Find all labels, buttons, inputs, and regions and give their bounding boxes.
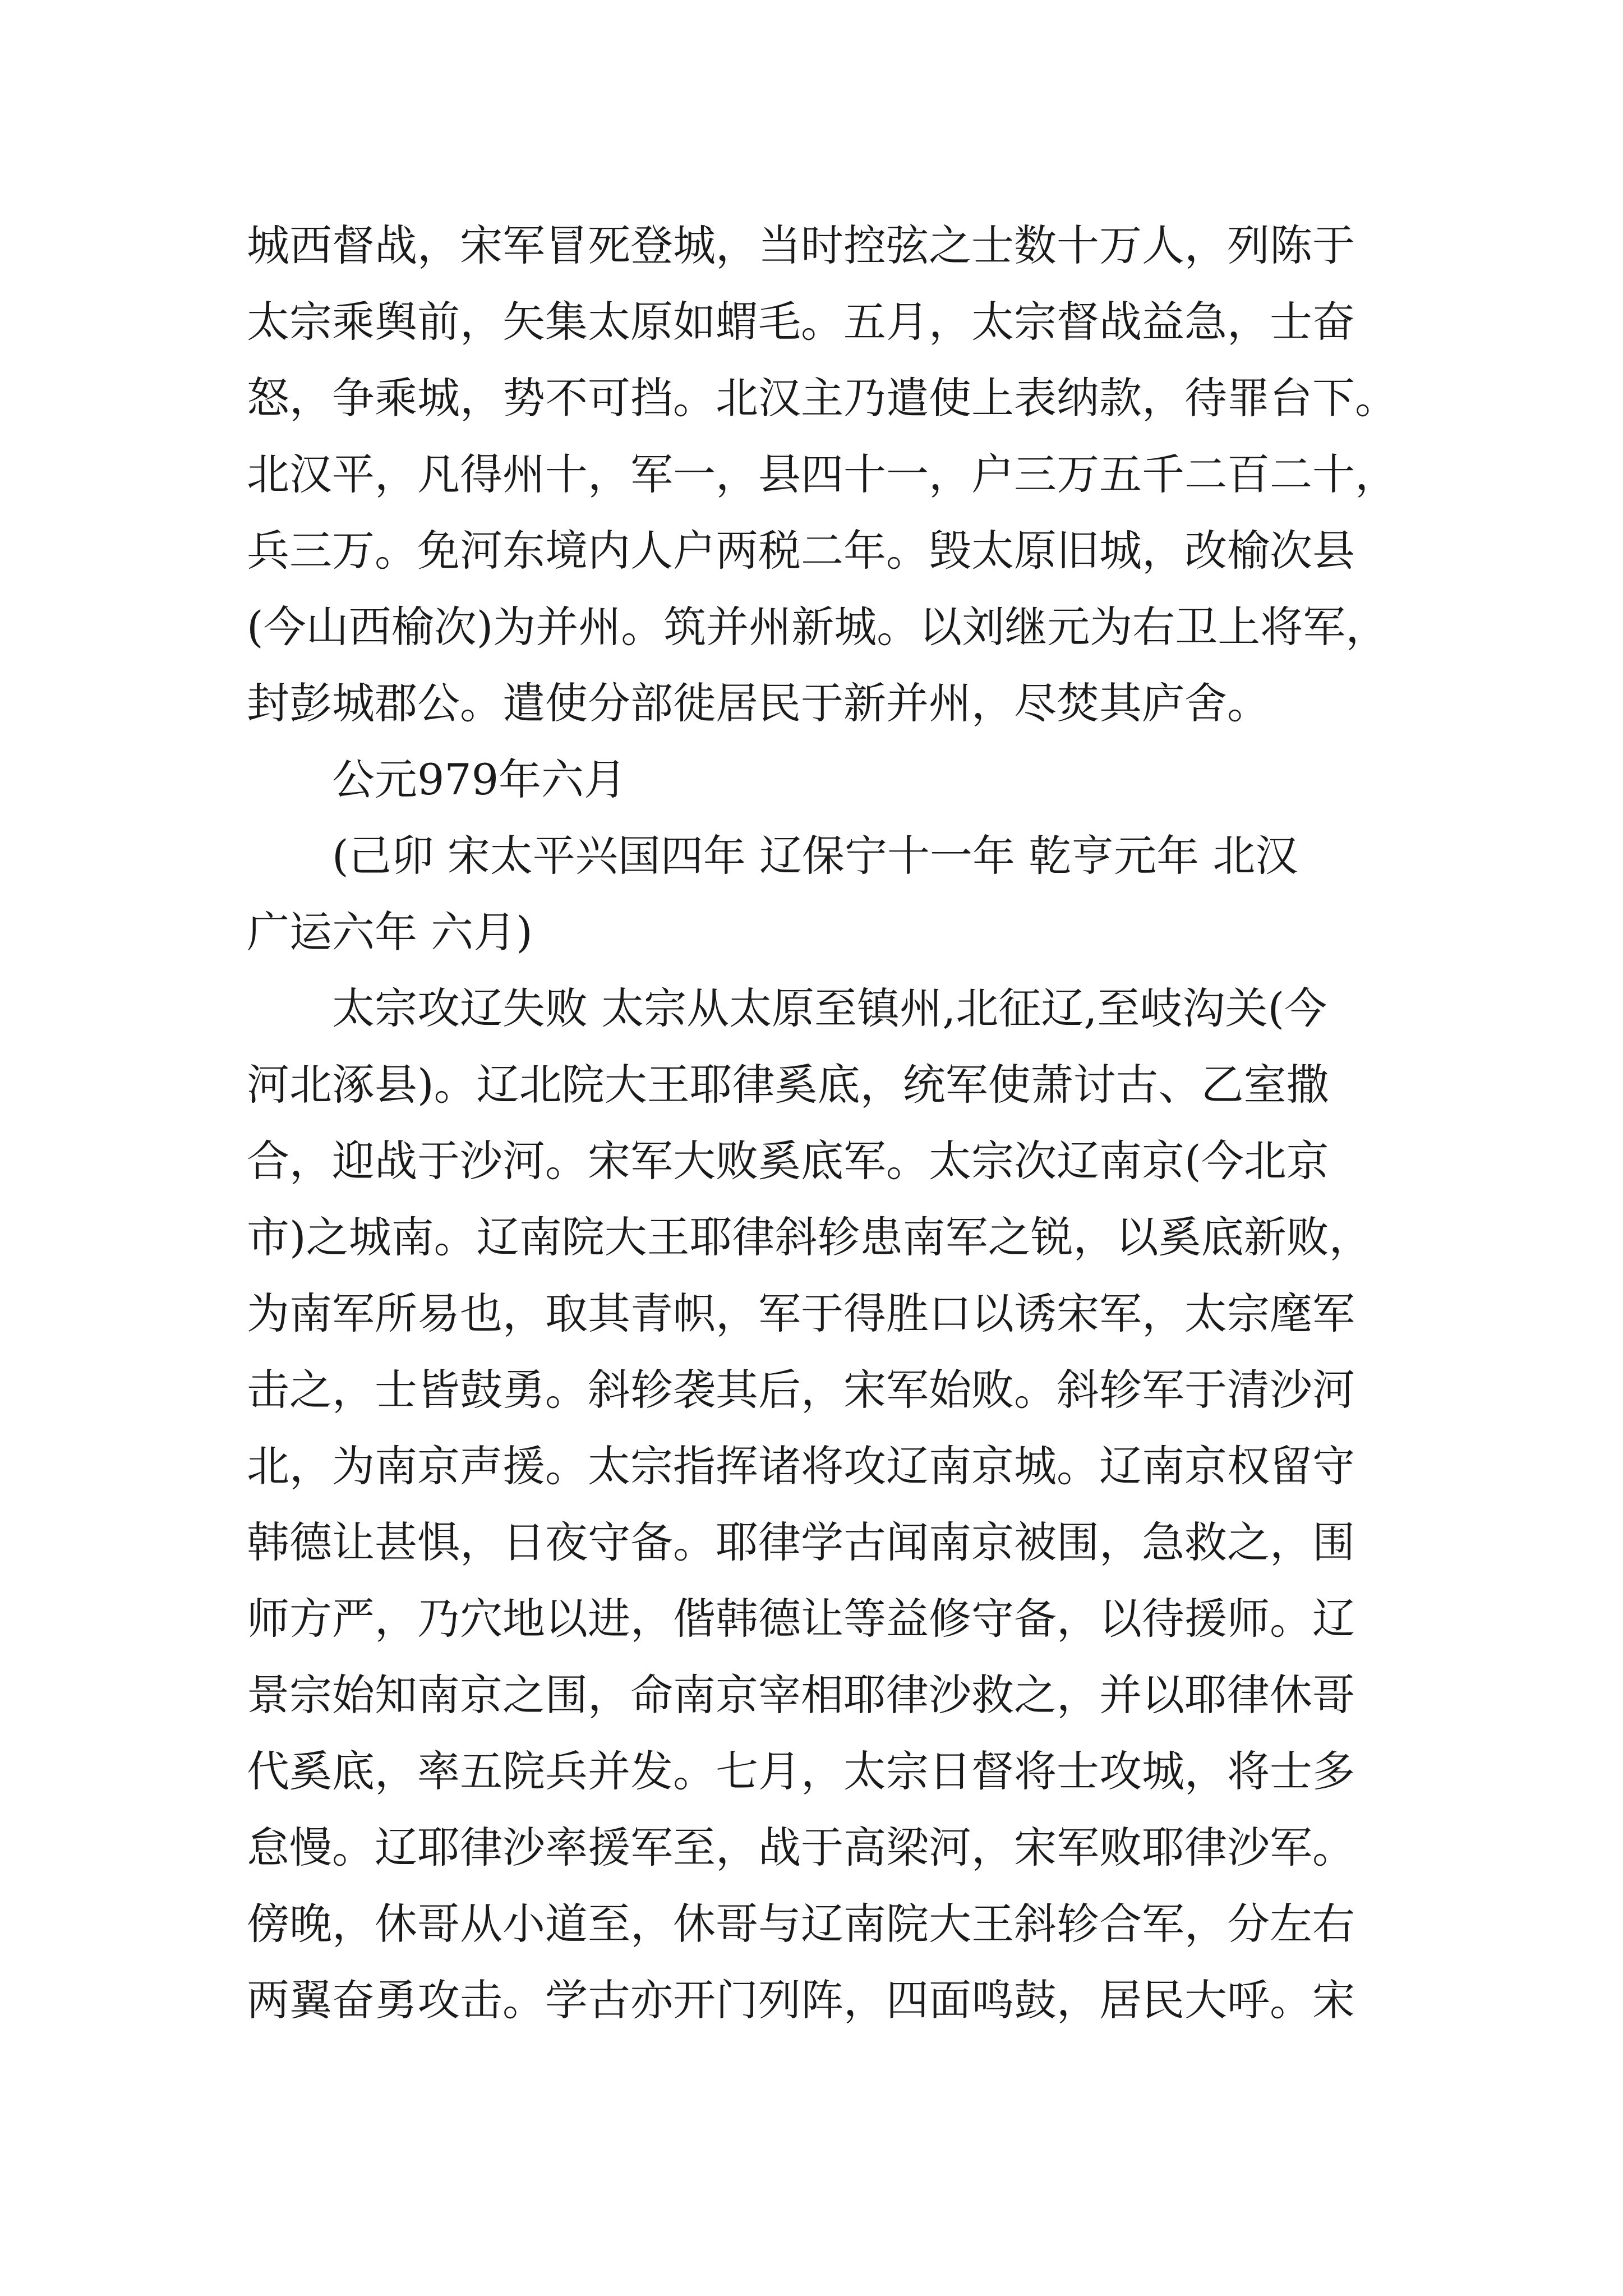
text-line: 合，迎战于沙河。宋军大败奚底军。太宗次辽南京(今北京	[247, 1136, 1329, 1186]
text-line: 兵三万。免河东境内人户两税二年。毁太原旧城，改榆次县	[247, 526, 1355, 576]
text-line: 师方严，乃穴地以进，偕韩德让等益修守备，以待援师。辽	[247, 1594, 1355, 1644]
text-line: 两翼奋勇攻击。学古亦开门列阵，四面鸣鼓，居民大呼。宋	[247, 1975, 1355, 2025]
text-line: 景宗始知南京之围，命南京宰相耶律沙救之，并以耶律休哥	[247, 1670, 1355, 1720]
text-line: 为南军所易也，取其青帜，军于得胜口以诱宋军，太宗麾军	[247, 1289, 1355, 1338]
text-line: 傍晚，休哥从小道至，休哥与辽南院大王斜轸合军，分左右	[247, 1899, 1355, 1949]
text-line: 封彭城郡公。遣使分部徙居民于新并州，尽焚其庐舍。	[247, 678, 1270, 728]
text-line: 城西督战，宋军冒死登城，当时控弦之士数十万人，列陈于	[247, 220, 1355, 270]
text-line: 击之，士皆鼓勇。斜轸袭其后，宋军始败。斜轸军于清沙河	[247, 1365, 1355, 1415]
body-text	[247, 208, 1398, 2039]
text-line: 河北涿县)。辽北院大王耶律奚底，统军使萧讨古、乙室撒	[247, 1060, 1329, 1110]
era-note-line: (己卯 宋太平兴国四年 辽保宁十一年 乾亨元年 北汉	[332, 831, 1298, 881]
text-line: 北汉平，凡得州十，军一，县四十一，户三万五千二百二十，	[247, 449, 1398, 499]
text-line: 怠慢。辽耶律沙率援军至，战于高梁河，宋军败耶律沙军。	[247, 1823, 1355, 1872]
text-line: 怒，争乘城，势不可挡。北汉主乃遣使上表纳款，待罪台下。	[247, 373, 1398, 423]
text-line: 代奚底，率五院兵并发。七月，太宗日督将士攻城，将士多	[247, 1746, 1355, 1796]
text-line: 韩德让甚惧，日夜守备。耶律学古闻南京被围，急救之，围	[247, 1517, 1355, 1567]
era-note-line: 广运六年 六月)	[247, 907, 533, 957]
date-heading: 公元979年六月	[332, 754, 627, 804]
text-line: 市)之城南。辽南院大王耶律斜轸患南军之锐，以奚底新败，	[247, 1212, 1372, 1262]
section-heading-line: 太宗攻辽失败 太宗从太原至镇州,北征辽,至岐沟关(今	[332, 983, 1327, 1033]
text-line: (今山西榆次)为并州。筑并州新城。以刘继元为右卫上将军，	[247, 602, 1389, 652]
text-line: 太宗乘舆前，矢集太原如蝟毛。五月，太宗督战益急，士奋	[247, 297, 1355, 347]
text-line: 北，为南京声援。太宗指挥诸将攻辽南京城。辽南京权留守	[247, 1441, 1355, 1491]
